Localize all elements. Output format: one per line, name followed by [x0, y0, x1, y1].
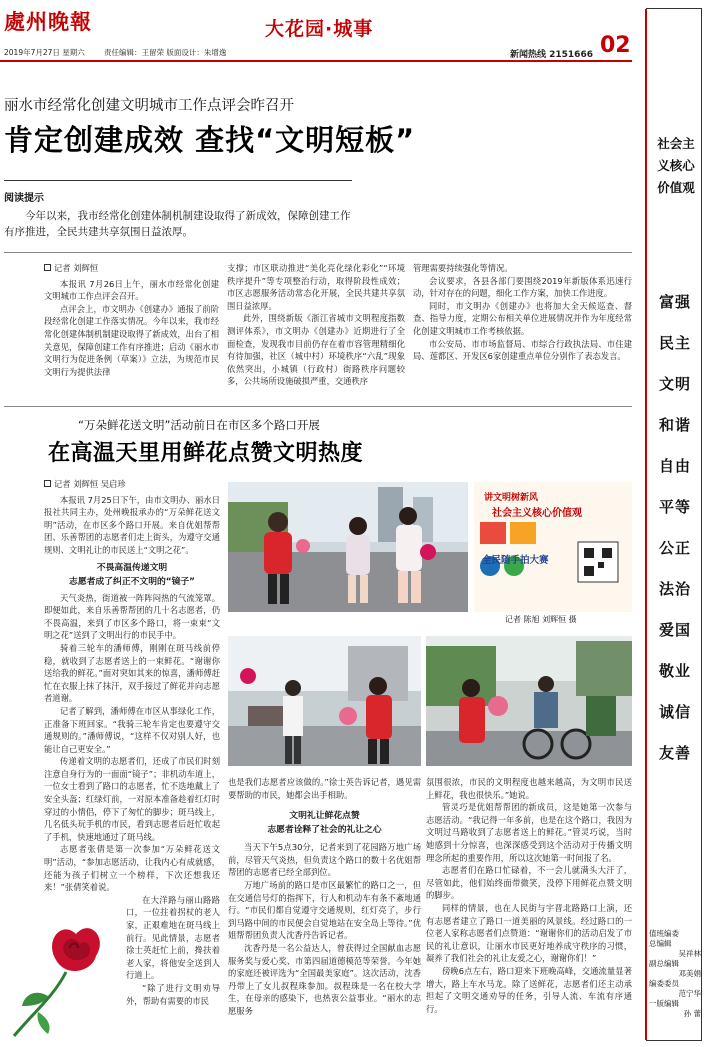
staff-name: 孙 蕾 [683, 1009, 701, 1018]
value-word: 和谐 [658, 416, 691, 434]
newspaper-masthead: 處州晚報 [4, 9, 92, 34]
article2-col-c [426, 776, 632, 1015]
subhead1-line1: 不畏高温传递文明 [96, 562, 168, 573]
staff-label: 编委委员 [649, 979, 679, 988]
reading-tip-title: 阅读提示 [4, 193, 44, 204]
paragraph: 在大洋路与丽山路路口，一位拄着拐杖的老人家，正艰难地在斑马线上前行。见此情景，志愿者徐士英赶忙上前，搀扶着老人家，将他安全送到人行道上。 [126, 894, 220, 981]
paragraph: 天气炎热，街道被一阵阵闷热的气流笼罩。即便如此，来自乐善帮帮团的几十名志愿者，仍不畏高温，来到了市区多个路口，将一束束“文明之花”送到了文明出行的市民手中。 [44, 592, 220, 641]
paragraph: 同样的情景，也在人民街与宇晋北路路口上演，还有志愿者建立了路口一道美丽的风景线。经过路口的一位老人家称志愿者们点赞道：“谢谢你们的活动启发了市民的礼让意识，让丽水市民更好地养成守秩序的习惯，凝养了我们社会的礼让友爱之心，谢谢你们！” [426, 902, 632, 964]
photo-volunteers-crossing [426, 636, 632, 766]
article2-col-b [228, 776, 421, 1018]
square-icon [44, 264, 51, 271]
article1-headline: 肯定创建成效 查找“文明短板” [4, 123, 416, 157]
paragraph: 点评会上，市文明办《创建办》通报了前阶段经常化创建工作落实情况。今年以来，我市经常化创建体制机制建设取得了新成效，出台了相关意见，保障创建工作有序推进；启动《丽水市文明行为促进条例（草案）》立法，为规范市民文明行为提供法律 [44, 303, 219, 377]
core-values-sidebar [646, 8, 702, 1041]
paragraph: 管理需要持续强化等情况。 [413, 263, 513, 273]
sidebar-title: 社会主义核心价值观 [657, 136, 695, 195]
paragraph: 记者了解到，潘师傅在市区从事绿化工作，正准备下班回家。“我骑三轮车肯定也要遵守交通规则的。”潘师傅说，“这样不仅对别人好，也能让自己更安全。” [44, 705, 220, 754]
paragraph: 志愿者们在路口忙碌着，不一会儿就满头大汗了，尽管如此，他们始终面带微笑，没停下用鲜花点赞文明的脚步。 [426, 865, 632, 901]
square-icon [44, 480, 51, 487]
paragraph: 会议要求，各县各部门要围绕2019年新版体系迅速行动，针对存在的问题，细化工作方案，加快工作进度。 [413, 275, 632, 299]
article1-col3 [413, 262, 632, 363]
value-word: 诚信 [658, 703, 691, 721]
divider [4, 406, 632, 407]
article1-byline [44, 262, 219, 275]
staff-label: 一版编辑 [649, 999, 679, 1008]
poster-text-2: 社会主义核心价值观 [492, 508, 582, 519]
paragraph: 当天下午5点30分，记者来到了花园路万地广场前，尽管天气炎热，但负责这个路口的数十名优姐帮帮团的志愿者已经全部到位。 [228, 842, 421, 878]
staff-label: 副总编辑 [649, 959, 679, 968]
value-word: 友善 [658, 744, 691, 762]
main-photo [228, 482, 468, 612]
section-title: 大花园·城事 [265, 18, 374, 40]
photo-caption: 记者 陈旭 刘辉恒 摄 [505, 615, 577, 624]
photo-volunteers-street [228, 636, 421, 766]
rose-illustration [4, 900, 120, 1040]
staff-label: 值班编委 [649, 929, 679, 938]
value-word: 爱国 [658, 621, 691, 639]
paragraph: 此外，围绕新版《浙江省城市文明程度指数测评体系》，市文明办《创建办》近期进行了全面检查，发现我市目前仍存在着市容管理精细化有待加强，社区（城中村）环境秩序“六乱”现象依然突出，小城镇（行政村）街路秩序问题较多，公共场所设施破损严重，交通秩序 [227, 313, 405, 387]
byline-text: 记者 刘辉恒 吴启珍 [54, 479, 126, 489]
paragraph: 本报讯 7月26日上午，丽水市经常化创建文明城市工作点评会召开。 [44, 278, 219, 302]
reading-tip-text: 今年以来，我市经常化创建体制机制建设取得了新成效，保障创建工作有序推进，全民共建共享氛围日益浓厚。 [4, 210, 351, 238]
paragraph: 同时，市文明办《创建办》也将加大全天候巡查、督查、指导力度，定期公布相关单位进展情况并作为年度经常化创建文明城市工作考核依据。 [413, 300, 632, 336]
paragraph: 万地广场前的路口是市区最繁忙的路口之一，但在交通信号灯的指挥下，行人和机动车有条不紊地通行。“市民们都自觉遵守交通规则，红灯亮了，步行到马路中间的市民便会自觉地站在安全岛上等待。”优姐帮帮团负责人沈香丹告诉记者。 [228, 879, 421, 941]
value-word: 民主 [658, 334, 691, 352]
article1-col1 [44, 262, 219, 378]
value-word: 平等 [658, 498, 691, 516]
staff-label: 总编辑 [649, 939, 672, 948]
news-hotline: 新闻热线 2151666 [510, 50, 593, 60]
staff-name: 邓美娟 [678, 969, 701, 978]
value-word: 法治 [658, 580, 691, 598]
divider [4, 180, 352, 181]
divider [4, 252, 632, 253]
article1-kicker: 丽水市经常化创建文明城市工作点评会昨召开 [4, 98, 294, 114]
value-word: 公正 [658, 539, 691, 557]
page-number: 02 [600, 33, 631, 58]
article2-headline: 在高温天里用鲜花点赞文明热度 [48, 441, 364, 466]
subhead1-line2: 志愿者成了纠正不文明的“镜子” [69, 576, 195, 587]
byline-text: 记者 刘辉恒 [54, 263, 99, 273]
article2-kicker: “万朵鲜花送文明”活动前日在市区多个路口开展 [78, 418, 320, 432]
reading-tip-box [4, 180, 352, 240]
paragraph: 管灵巧是优姐帮帮团的新成员，这是她第一次参与志愿活动。“我记得一年多前，也是在这个路口，我因为文明过马路收到了志愿者送上的鲜花。”管灵巧说，当时她感到十分惊喜，也深深感受到这个活动对于传播文明理念所起的重要作用，所以这次她第一时间报了名。 [426, 802, 632, 863]
paragraph: 傍晚6点左右，路口迎来下班晚高峰，交通流量显著增大，路上车水马龙。除了送鲜花，志愿者们还主动承担起了文明交通劝导的任务，引导人流、车流有序通行。 [426, 965, 632, 1014]
subhead2-line2: 志愿者诠释了社会的礼让之心 [267, 825, 382, 836]
value-word: 富强 [658, 293, 691, 311]
staff-name: 范宁华 [678, 989, 701, 998]
article1-col2 [227, 262, 405, 388]
poster-text-3: 全民随手拍大赛 [482, 555, 549, 566]
value-word: 文明 [658, 375, 691, 393]
editors-credit: 责任编辑：王留荣 版面设计：朱增逸 [104, 48, 227, 57]
paragraph: 市公安局、市市场监督局、市综合行政执法局、市住建局、莲都区、开发区6家创建重点单位分别作了表态发言。 [413, 338, 632, 362]
sidebar-accent [645, 9, 647, 1040]
paragraph: “除了进行文明劝导外，帮助有需要的市民 [126, 982, 220, 1006]
paragraph: 也是我们志愿者应该做的。”徐士英告诉记者，遇见需要帮助的市民，她都会出手相助。 [228, 777, 421, 800]
paragraph: 骑着三轮车的潘师傅，刚刚在斑马线前停稳，就收到了志愿者送上的一束鲜花。“谢谢你送给我的鲜花。”面对突如其来的惊喜，潘师傅赶忙在衣服上抹了抹汗，双手接过了鲜花并向志愿者道谢。 [44, 642, 220, 704]
paragraph: 本报讯 7月25日下午，由市文明办、丽水日报社共同主办，处州晚报承办的“万朵鲜花送文明”活动，在市区多个路口开展。来自优姐帮帮团、乐善帮团的志愿者们走上街头，为遵守交通规则、文明礼让的市民送上“文明之花”。 [44, 494, 220, 555]
value-word: 自由 [658, 457, 691, 475]
paragraph: 支撑；市区联动推进“美化亮化绿化彩化”“环境秩序提升”等专项整治行动，取得阶段性成效；市区志愿服务活动常态化开展，全民共建共享氛围日益浓厚。 [227, 263, 405, 311]
paragraph: 氛围很浓，市民的文明程度也越来越高，为文明市民送上鲜花，我也很快乐。”她说。 [426, 777, 632, 800]
dateline: 2019年7月27日 星期六 [4, 48, 85, 57]
paragraph: 传递着文明的志愿者们，还成了市民们时刻注意自身行为的一面面“镜子”；非机动车道上，一位女士看到了路口的志愿者，忙不迭地戴上了安全头盔；红绿灯前，一对原本准备趁着红灯时穿过的小情侣，停下了匆忙的脚步；斑马线上，几名低头玩手机的市民，看到志愿者后赶忙收起了手机，快速地通过了斑马线。 [44, 756, 220, 842]
paragraph: 志愿者张倩是第一次参加“万朵鲜花送文明”活动，“参加志愿活动，让我内心有成就感，还能为孩子们树立一个榜样，下次还想我还来！”张倩笑着说。 [44, 844, 220, 893]
subhead2-line1: 文明礼让鲜花点赞 [289, 811, 360, 822]
poster-text-1: 讲文明树新风 [484, 493, 539, 503]
article2-byline [44, 478, 220, 491]
header-rule [0, 60, 632, 62]
staff-name: 吴祥林 [678, 949, 701, 958]
paragraph: 沈香丹是一名公益达人，曾获得过全国献血志愿服务奖与爱心奖、市第四届道德模范等荣誉。今年她的家庭还被评选为“全国最美家庭”。这次活动，沈香丹带上了女儿叔程珠参加。叔程珠是一名在校大学生，在母亲的感染下，也热衷公益事业。“丽水的志愿服务 [228, 942, 421, 1016]
value-word: 敬业 [658, 662, 691, 680]
staff-list [649, 929, 701, 1019]
